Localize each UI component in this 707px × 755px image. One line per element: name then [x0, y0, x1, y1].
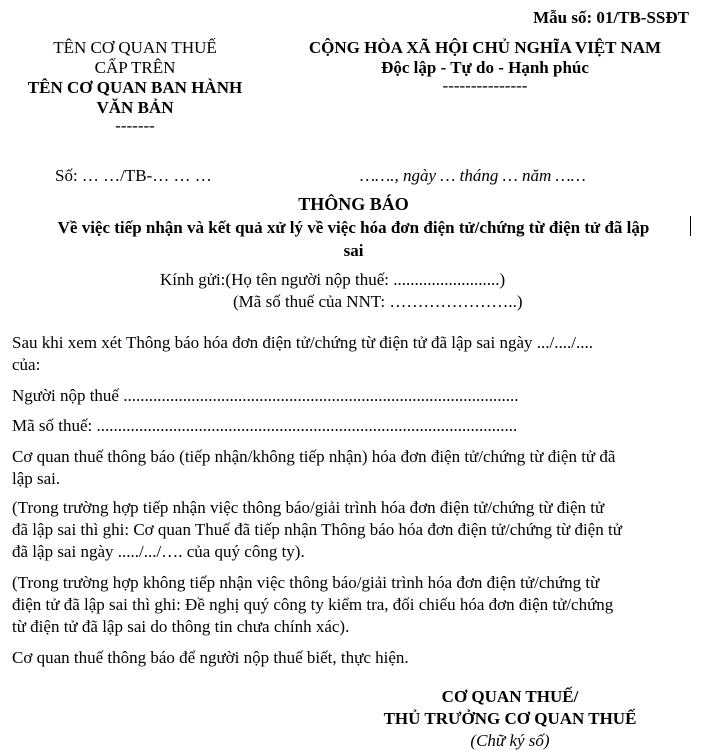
right-header-divider: --------------- [442, 76, 528, 95]
superior-tax-agency-line1: TÊN CƠ QUAN THUẾ [53, 38, 217, 57]
accepted-case-line3: đã lập sai ngày ...../.../…. của quý công ty). [12, 542, 305, 561]
intro-paragraph-line1: Sau khi xem xét Thông báo hóa đơn điện tử/chứng từ điện tử đã lập sai ngày .../..../.... [12, 333, 593, 352]
document-number: Số: … …/TB-… … … [55, 166, 212, 185]
recipient-name-line: Kính gửi:(Họ tên người nộp thuế: .........................) [160, 270, 506, 289]
issuing-agency-header [20, 38, 250, 134]
signature-title-line2: THỦ TRƯỞNG CƠ QUAN THUẾ [383, 709, 637, 728]
closing-paragraph: Cơ quan thuế thông báo để người nộp thuế biết, thực hiện. [12, 648, 409, 667]
tax-code-field: Mã số thuế: ................................................................................................... [12, 416, 518, 435]
recipient-tax-code-line: (Mã số thuế của NNT: …………………..) [233, 292, 523, 311]
national-header [290, 38, 680, 94]
digital-signature-note: (Chữ ký số) [470, 731, 550, 750]
issuing-agency-line2: VĂN BẢN [96, 98, 174, 117]
text-cursor [690, 216, 691, 236]
left-header-divider: ------- [115, 116, 155, 135]
signature-title-line1: CƠ QUAN THUẾ/ [441, 687, 579, 706]
taxpayer-field: Người nộp thuế ............................................................................................. [12, 386, 519, 405]
rejected-case-line2: điện tử đã lập sai thì ghi: Đề nghị quý công ty kiểm tra, đối chiếu hóa đơn điện tử/chứng [12, 595, 614, 614]
intro-paragraph-line2: của: [12, 355, 41, 374]
result-paragraph-line2: lập sai. [12, 469, 61, 488]
national-title: CỘNG HÒA XÃ HỘI CHỦ NGHĨA VIỆT NAM [308, 38, 662, 57]
result-paragraph-line1: Cơ quan thuế thông báo (tiếp nhận/không tiếp nhận) hóa đơn điện tử/chứng từ điện tử đã [12, 447, 616, 466]
document-date: ……., ngày … tháng … năm …… [360, 166, 586, 185]
document-subtitle-line1: Về việc tiếp nhận và kết quả xử lý về việc hóa đơn điện tử/chứng từ điện tử đã lập [57, 218, 650, 237]
issuing-agency-line1: TÊN CƠ QUAN BAN HÀNH [27, 78, 243, 97]
rejected-case-line1: (Trong trường hợp không tiếp nhận việc thông báo/giải trình hóa đơn điện tử/chứng từ [12, 573, 600, 592]
accepted-case-line2: đã lập sai thì ghi: Cơ quan Thuế đã tiếp nhận Thông báo hóa đơn điện tử/chứng từ điện tử [12, 520, 622, 539]
accepted-case-line1: (Trong trường hợp tiếp nhận việc thông báo/giải trình hóa đơn điện tử/chứng từ điện tử [12, 498, 605, 517]
superior-tax-agency-line2: CẤP TRÊN [94, 58, 176, 77]
document-subtitle-line2: sai [343, 241, 364, 260]
document-title: THÔNG BÁO [298, 194, 409, 214]
form-code: Mẫu số: 01/TB-SSĐT [533, 8, 689, 27]
national-motto: Độc lập - Tự do - Hạnh phúc [381, 58, 589, 77]
signature-block [340, 686, 680, 752]
rejected-case-line3: từ điện tử đã lập sai do thông tin chưa chính xác). [12, 617, 350, 636]
